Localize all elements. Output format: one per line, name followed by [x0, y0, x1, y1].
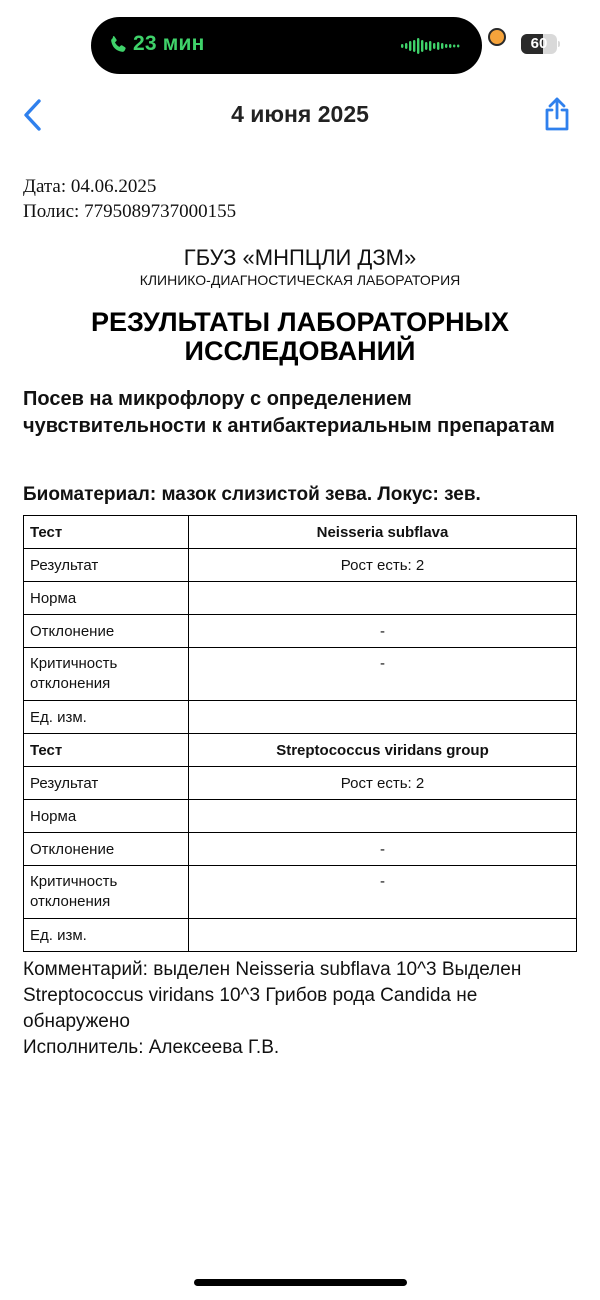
- row-label: Ед. изм.: [24, 701, 189, 734]
- row-value: [189, 919, 577, 952]
- row-label: Отклонение: [24, 615, 189, 648]
- table-row: [24, 549, 577, 582]
- audio-waveform-icon: [401, 35, 463, 57]
- row-value: [189, 800, 577, 833]
- test-name: Посев на микрофлору с определением чувствительности к антибактериальным препаратам: [23, 388, 555, 437]
- row-label: Ед. изм.: [24, 919, 189, 952]
- recording-dot-icon: [488, 28, 506, 46]
- row-value: -: [189, 866, 577, 919]
- row-label: Критичность отклонения: [24, 866, 189, 919]
- call-duration: 23 мин: [133, 32, 205, 55]
- document-meta: [23, 174, 236, 224]
- table-row: [24, 615, 577, 648]
- row-label: Результат: [24, 767, 189, 800]
- phone-icon: [107, 34, 129, 56]
- row-label: Тест: [24, 516, 189, 549]
- row-value: Рост есть: 2: [189, 549, 577, 582]
- row-label: Норма: [24, 800, 189, 833]
- table-row: [24, 701, 577, 734]
- results-table: [23, 515, 577, 952]
- row-value: -: [189, 615, 577, 648]
- share-icon[interactable]: [542, 96, 572, 132]
- table-row: [24, 648, 577, 701]
- table-row: [24, 734, 577, 767]
- row-value: [189, 582, 577, 615]
- battery-level: 60: [530, 35, 548, 52]
- table-row: [24, 919, 577, 952]
- battery-icon: [521, 34, 557, 54]
- row-value: -: [189, 648, 577, 701]
- table-row: [24, 767, 577, 800]
- executor-line: Исполнитель: Алексеева Г.В.: [23, 1037, 280, 1058]
- document-title: [0, 308, 600, 366]
- row-value: Streptococcus viridans group: [189, 734, 577, 767]
- organization-name: ГБУЗ «МНПЦЛИ ДЗМ»: [183, 245, 417, 270]
- comment-text: Комментарий: выделен Neisseria subflava 10^3 Выделен Streptococcus viridans 10^3 Грибов рода Candida не обнаружено: [23, 959, 522, 1032]
- row-value: [189, 701, 577, 734]
- organization-subtitle: КЛИНИКО-ДИАГНОСТИЧЕСКАЯ ЛАБОРАТОРИЯ: [139, 272, 461, 288]
- page-title: 4 июня 2025: [231, 101, 369, 127]
- document-title-line1: РЕЗУЛЬТАТЫ ЛАБОРАТОРНЫХ: [90, 307, 510, 337]
- row-label: Отклонение: [24, 833, 189, 866]
- table-row: [24, 582, 577, 615]
- row-label: Норма: [24, 582, 189, 615]
- date-line: Дата: 04.06.2025: [23, 176, 157, 197]
- policy-line: Полис: 7795089737000155: [23, 201, 237, 222]
- biomaterial-line: Биоматериал: мазок слизистой зева. Локус: зев.: [23, 484, 481, 505]
- row-value: -: [189, 833, 577, 866]
- table-row: [24, 800, 577, 833]
- table-row: [24, 833, 577, 866]
- row-value: Рост есть: 2: [189, 767, 577, 800]
- table-row: [24, 866, 577, 919]
- row-value: Neisseria subflava: [189, 516, 577, 549]
- row-label: Результат: [24, 549, 189, 582]
- document-title-line2: ИССЛЕДОВАНИЙ: [184, 336, 416, 366]
- row-label: Тест: [24, 734, 189, 767]
- call-status-pill[interactable]: [91, 17, 482, 74]
- row-label: Критичность отклонения: [24, 648, 189, 701]
- comment-block: [23, 957, 583, 1061]
- table-row: [24, 516, 577, 549]
- home-indicator[interactable]: [194, 1279, 407, 1286]
